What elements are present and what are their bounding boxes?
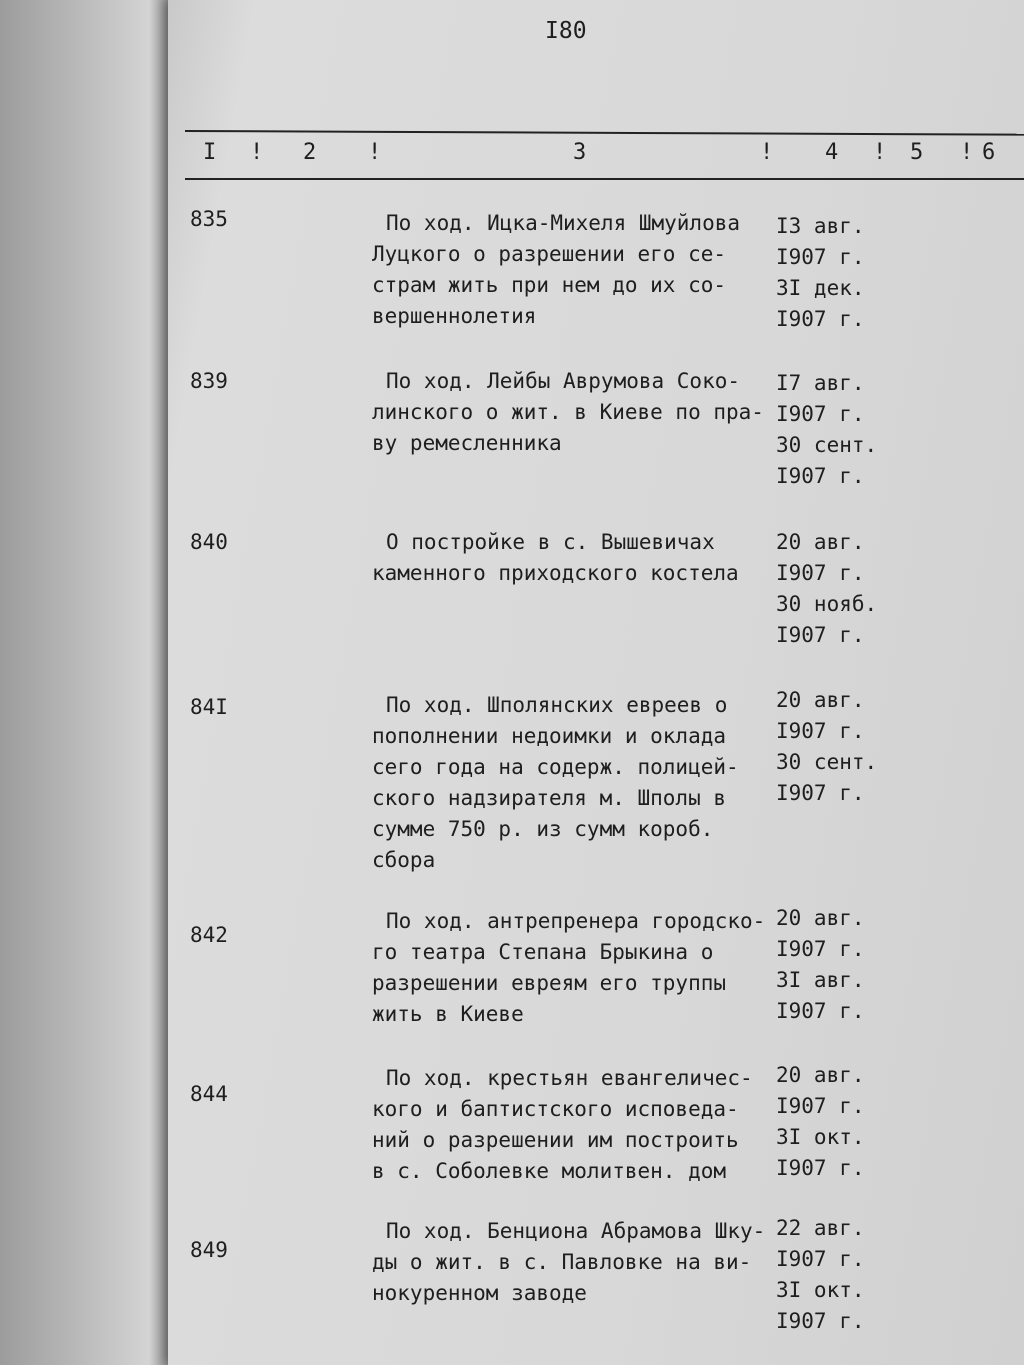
entry-description: [372, 208, 772, 332]
entry-number: 849: [190, 1238, 228, 1262]
date-line: I907 г.: [776, 1309, 865, 1333]
description-line: По ход. Лейбы Аврумова Соко-: [386, 369, 741, 393]
description-line: жить в Киеве: [372, 1002, 524, 1026]
date-line: I907 г.: [776, 999, 865, 1023]
column-header: 4: [825, 140, 839, 165]
entry-dates: [776, 211, 865, 335]
date-line: 3I окт.: [776, 1125, 865, 1149]
entry-number: 835: [190, 207, 228, 231]
date-line: 30 сент.: [776, 433, 878, 457]
date-line: I907 г.: [776, 245, 865, 269]
entry-description: [372, 906, 772, 1030]
description-line: страм жить при нем до их со-: [372, 273, 727, 297]
header-rule-bottom: [185, 178, 1024, 180]
entry-dates: [776, 1213, 865, 1337]
page-number: I80: [545, 18, 587, 44]
column-separator: !: [873, 140, 887, 165]
description-line: пополнении недоимки и оклада: [372, 724, 727, 748]
date-line: 20 авг.: [776, 1063, 865, 1087]
description-line: вершеннолетия: [372, 304, 537, 328]
description-line: О постройке в с. Вышевичах: [386, 530, 715, 554]
column-separator: !: [760, 140, 774, 165]
entry-description: [372, 366, 772, 459]
description-line: в с. Соболевке молитвен. дом: [372, 1159, 727, 1183]
column-header: 3: [573, 140, 587, 165]
description-line: По ход. крестьян евангеличес-: [386, 1066, 753, 1090]
date-line: 22 авг.: [776, 1216, 865, 1240]
date-line: 3I дек.: [776, 276, 865, 300]
column-separator: !: [368, 140, 382, 165]
date-line: I907 г.: [776, 402, 865, 426]
date-line: I7 авг.: [776, 371, 865, 395]
date-line: I907 г.: [776, 464, 865, 488]
date-line: I907 г.: [776, 781, 865, 805]
description-line: сего года на содерж. полицей-: [372, 755, 739, 779]
date-line: 20 авг.: [776, 906, 865, 930]
entry-description: [372, 527, 772, 589]
date-line: I907 г.: [776, 307, 865, 331]
date-line: I907 г.: [776, 1247, 865, 1271]
description-line: го театра Степана Брыкина о: [372, 940, 714, 964]
entry-number: 844: [190, 1082, 228, 1106]
description-line: ву ремесленника: [372, 431, 562, 455]
entry-number: 840: [190, 530, 228, 554]
entry-number: 839: [190, 369, 228, 393]
date-line: 3I авг.: [776, 968, 865, 992]
date-line: I907 г.: [776, 561, 865, 585]
description-line: разрешении евреям его труппы: [372, 971, 727, 995]
date-line: 20 авг.: [776, 688, 865, 712]
entry-dates: [776, 527, 877, 651]
entry-dates: [776, 903, 865, 1027]
entry-dates: [776, 368, 877, 492]
description-line: ского надзирателя м. Шполы в: [372, 786, 727, 810]
description-line: Луцкого о разрешении его се-: [372, 242, 727, 266]
date-line: I907 г.: [776, 937, 865, 961]
entry-dates: [776, 1060, 865, 1184]
description-line: нокуренном заводе: [372, 1281, 587, 1305]
column-separator: !: [960, 140, 974, 165]
entry-description: [372, 1216, 772, 1309]
description-line: По ход. Ицка-Михеля Шмуйлова: [386, 211, 741, 235]
date-line: 30 сент.: [776, 750, 878, 774]
date-line: I907 г.: [776, 623, 865, 647]
date-line: I3 авг.: [776, 214, 865, 238]
description-line: сумме 750 р. из сумм короб.: [372, 817, 714, 841]
column-header: 6: [982, 140, 996, 165]
description-line: ды о жит. в с. Павловке на ви-: [372, 1250, 752, 1274]
date-line: I907 г.: [776, 1156, 865, 1180]
column-header: 5: [910, 140, 924, 165]
entry-dates: [776, 685, 877, 809]
entry-number: 842: [190, 923, 228, 947]
description-line: По ход. антрепренера городско-: [386, 909, 766, 933]
description-line: сбора: [372, 848, 436, 872]
date-line: I907 г.: [776, 719, 865, 743]
date-line: 30 нояб.: [776, 592, 878, 616]
description-line: По ход. Шполянских евреев о: [386, 693, 728, 717]
description-line: кого и баптистского исповеда-: [372, 1097, 739, 1121]
description-line: каменного приходского костела: [372, 561, 739, 585]
column-header: I: [203, 140, 217, 165]
column-separator: !: [250, 140, 264, 165]
description-line: ний о разрешении им построить: [372, 1128, 739, 1152]
date-line: 20 авг.: [776, 530, 865, 554]
entry-description: [372, 1063, 772, 1187]
entry-number: 84I: [190, 695, 228, 719]
entry-description: [372, 690, 772, 876]
description-line: По ход. Бенциона Абрамова Шку-: [386, 1219, 766, 1243]
description-line: линского о жит. в Киеве по пра-: [372, 400, 764, 424]
date-line: I907 г.: [776, 1094, 865, 1118]
left-page-edge: [0, 0, 175, 1365]
date-line: 3I окт.: [776, 1278, 865, 1302]
column-header: 2: [303, 140, 317, 165]
